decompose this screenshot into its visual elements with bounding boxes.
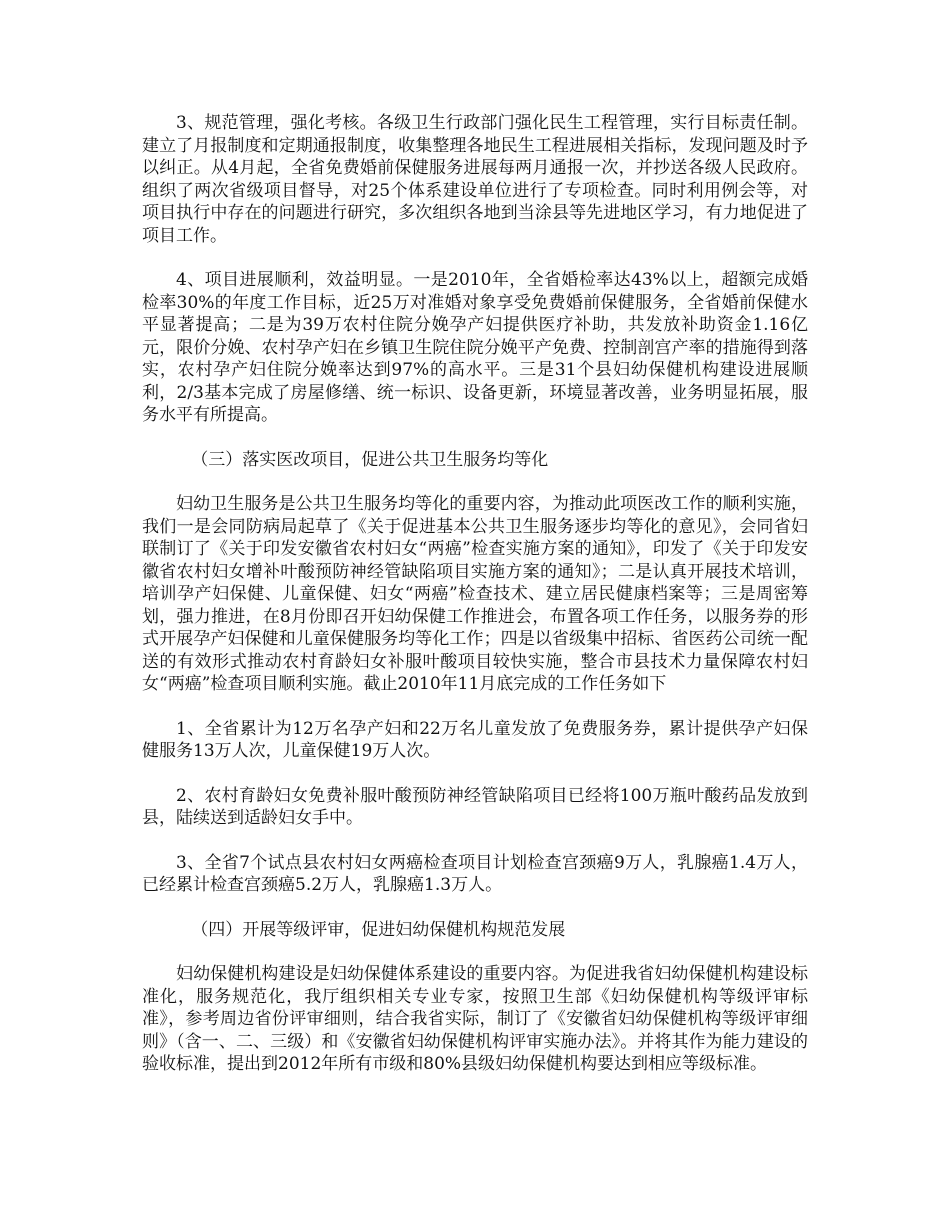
- paragraph-two-cancers: 3、全省7个试点县农村妇女两癌检查项目计划检查宫颈癌9万人，乳腺癌1.4万人，已经累计检查宫颈癌5.2万人，乳腺癌1.3万人。: [142, 852, 808, 895]
- section-heading-3: [142, 449, 808, 472]
- section-heading-4-text: （四）开展等级评审，促进妇幼保健机构规范发展: [191, 919, 566, 940]
- paragraph-grade-evaluation: 妇幼保健机构建设是妇幼保健体系建设的重要内容。为促进我省妇幼保健机构建设标准化，服务规范化，我厅组织相关专业专家，按照卫生部《妇幼保健机构等级评审标准》，参考周边省份评审细则，结合我省实际，制订了《安徽省妇幼保健机构等级评审细则》（含一、二、三级）和《安徽省妇幼保健机构评审实施办法》。并将其作为能力建设的验收标准，提出到2012年所有市级和80%县级妇幼保健机构要达到相应等级标准。: [142, 964, 808, 1074]
- section-heading-3-text: （三）落实医改项目，促进公共卫生服务均等化: [191, 449, 549, 470]
- section-heading-4: [142, 919, 808, 942]
- paragraph-public-health-equalization: 妇幼卫生服务是公共卫生服务均等化的重要内容，为推动此项医改工作的顺利实施，我们一是会同防病局起草了《关于促进基本公共卫生服务逐步均等化的意见》，会同省妇联制订了《关于印发安徽省农村妇女“两癌”检查实施方案的通知》，印发了《关于印发安徽省农村妇女增补叶酸预防神经管缺陷项目实施方案的通知》；二是认真开展技术培训，培训孕产妇保健、儿童保健、妇女“两癌”检查技术、建立居民健康档案等；三是周密筹划，强力推进，在8月份即召开妇幼保健工作推进会，布置各项工作任务，以服务券的形式开展孕产妇保健和儿童保健服务均等化工作；四是以省级集中招标、省医药公司统一配送的有效形式推动农村育龄妇女补服叶酸项目较快实施，整合市县技术力量保障农村妇女“两癌”检查项目顺利实施。截止2010年11月底完成的工作任务如下: [142, 494, 808, 694]
- paragraph-management-assessment: 3、规范管理，强化考核。各级卫生行政部门强化民生工程管理，实行目标责任制。建立了月报制度和定期通报制度，收集整理各地民生工程进展相关指标，发现问题及时予以纠正。从4月起，全省免费婚前保健服务进展每两月通报一次，并抄送各级人民政府。组织了两次省级项目督导，对25个体系建设单位进行了专项检查。同时利用例会等，对项目执行中存在的问题进行研究，多次组织各地到当涂县等先进地区学习，有力地促进了项目工作。: [142, 113, 808, 246]
- document-body: [142, 112, 808, 1098]
- paragraph-folic-acid: 2、农村育龄妇女免费补服叶酸预防神经管缺陷项目已经将100万瓶叶酸药品发放到县，陆续送到适龄妇女手中。: [142, 785, 808, 828]
- paragraph-project-progress: 4、项目进展顺利，效益明显。一是2010年，全省婚检率达43%以上，超额完成婚检率30%的年度工作目标，近25万对准婚对象享受免费婚前保健服务，全省婚前保健水平显著提高；二是为39万农村住院分娩孕产妇提供医疗补助，共发放补助资金1.16亿元，限价分娩、农村孕产妇在乡镇卫生院住院分娩平产免费、控制剖宫产率的措施得到落实，农村孕产妇住院分娩率达到97%的高水平。三是31个县妇幼保健机构建设进展顺利，2/3基本完成了房屋修缮、统一标识、设备更新，环境显著改善，业务明显拓展，服务水平有所提高。: [142, 270, 808, 425]
- paragraph-service-vouchers: 1、全省累计为12万名孕产妇和22万名儿童发放了免费服务券，累计提供孕产妇保健服务13万人次，儿童保健19万人次。: [142, 718, 808, 761]
